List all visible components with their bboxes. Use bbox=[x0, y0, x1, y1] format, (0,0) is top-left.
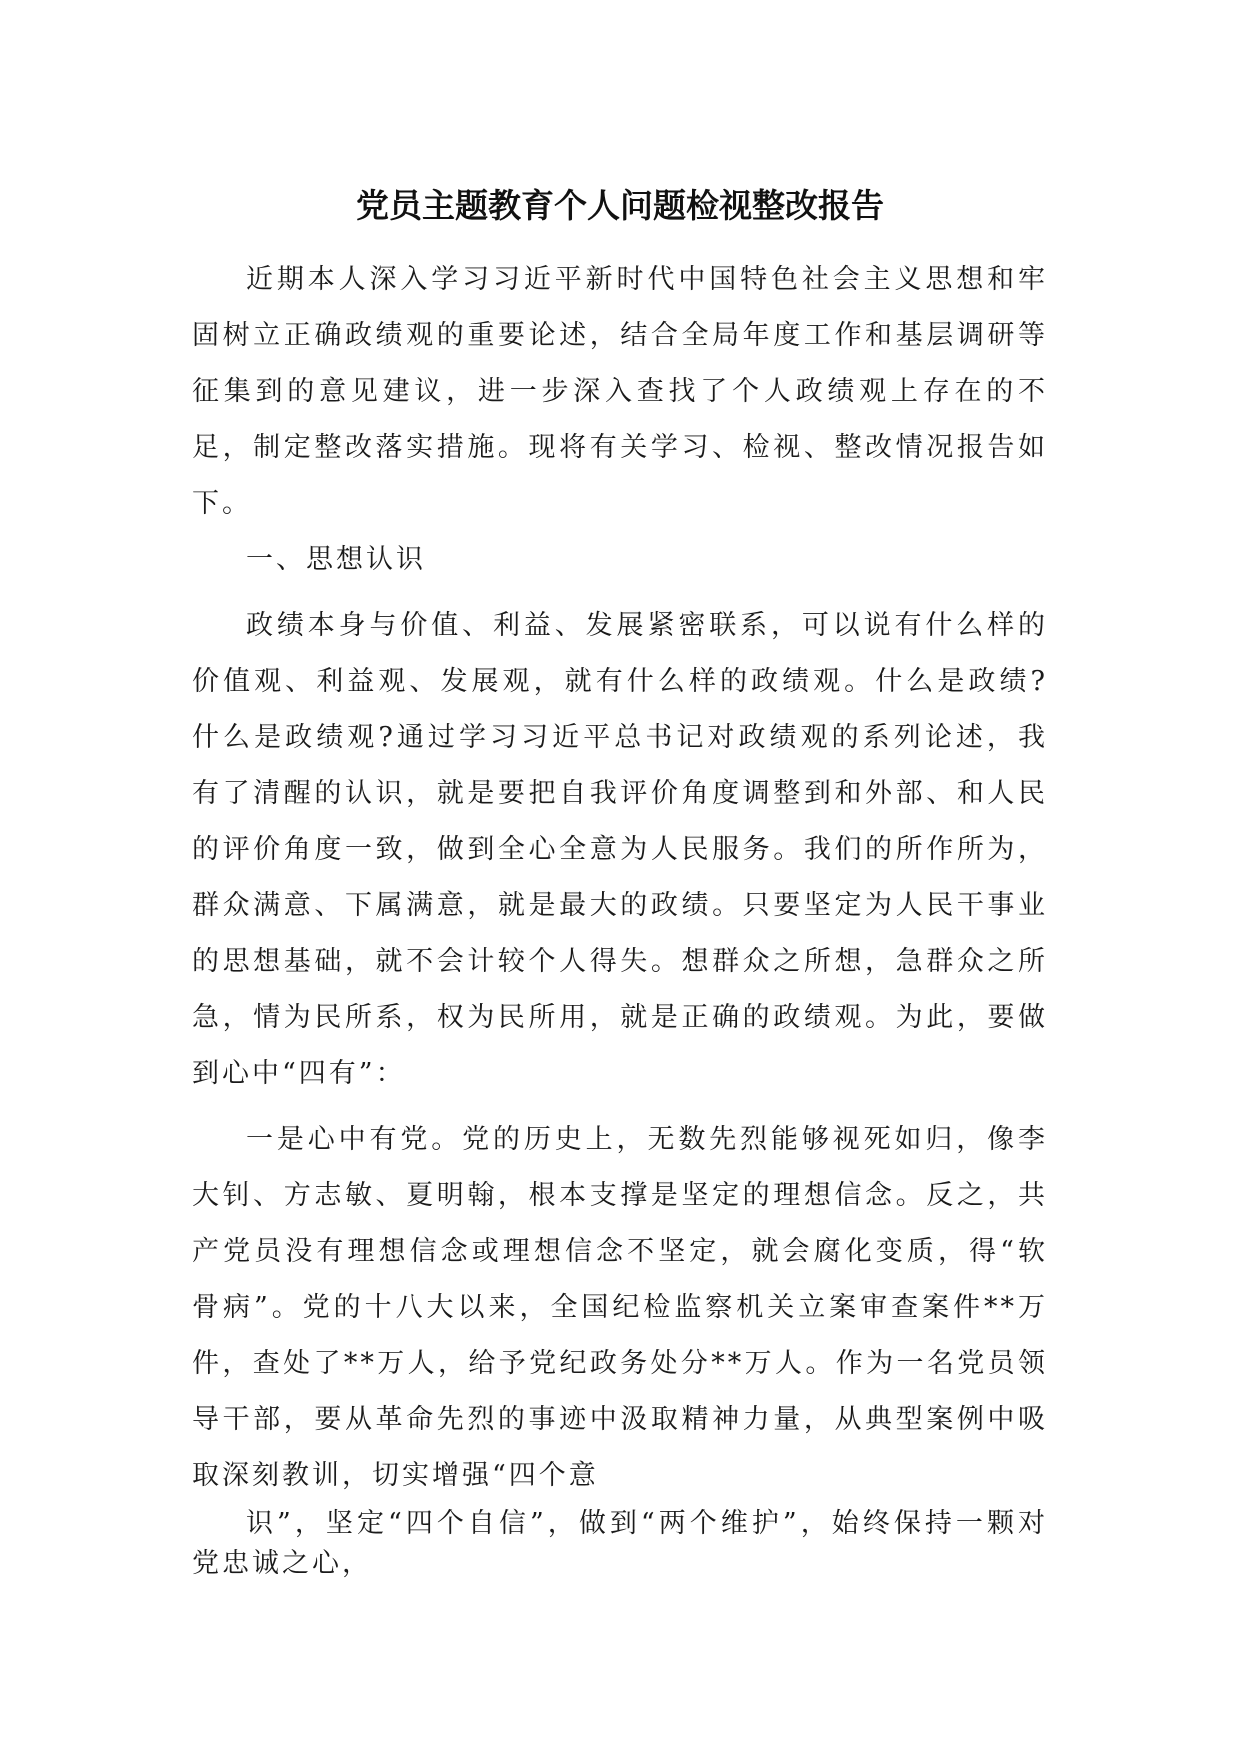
intro-paragraph: 近期本人深入学习习近平新时代中国特色社会主义思想和牢固树立正确政绩观的重要论述，结合全局年度工作和基层调研等征集到的意见建议，进一步深入查找了个人政绩观上存在的不足，制定整改落实措施。现将有关学习、检视、整改情况报告如下。 bbox=[192, 264, 1048, 519]
document-body bbox=[192, 252, 1048, 1584]
section-heading: 一、思想认识 bbox=[246, 544, 426, 575]
body-paragraph-continued: 识”，坚定“四个自信”，做到“两个维护”，始终保持一颗对党忠诚之心， bbox=[192, 1508, 1048, 1579]
body-paragraph: 一是心中有党。党的历史上，无数先烈能够视死如归，像李大钊、方志敏、夏明翰，根本支撑是坚定的理想信念。反之，共产党员没有理想信念或理想信念不坚定，就会腐化变质，得“软骨病”。党的十八大以来，全国纪检监察机关立案审查案件**万件，查处了**万人，给予党纪政务处分**万人。作为一名党员领导干部，要从革命先烈的事迹中汲取精神力量，从典型案例中吸取深刻教训，切实增强“四个意 bbox=[192, 1124, 1048, 1491]
document-title: 党员主题教育个人问题检视整改报告 bbox=[356, 186, 884, 225]
body-paragraph: 政绩本身与价值、利益、发展紧密联系，可以说有什么样的价值观、利益观、发展观，就有什么样的政绩观。什么是政绩?什么是政绩观?通过学习习近平总书记对政绩观的系列论述，我有了清醒的认识，就是要把自我评价角度调整到和外部、和人民的评价角度一致，做到全心全意为人民服务。我们的所作所为，群众满意、下属满意，就是最大的政绩。只要坚定为人民干事业的思想基础，就不会计较个人得失。想群众之所想，急群众之所急，情为民所系，权为民所用，就是正确的政绩观。为此，要做到心中“四有”： bbox=[192, 610, 1048, 1089]
